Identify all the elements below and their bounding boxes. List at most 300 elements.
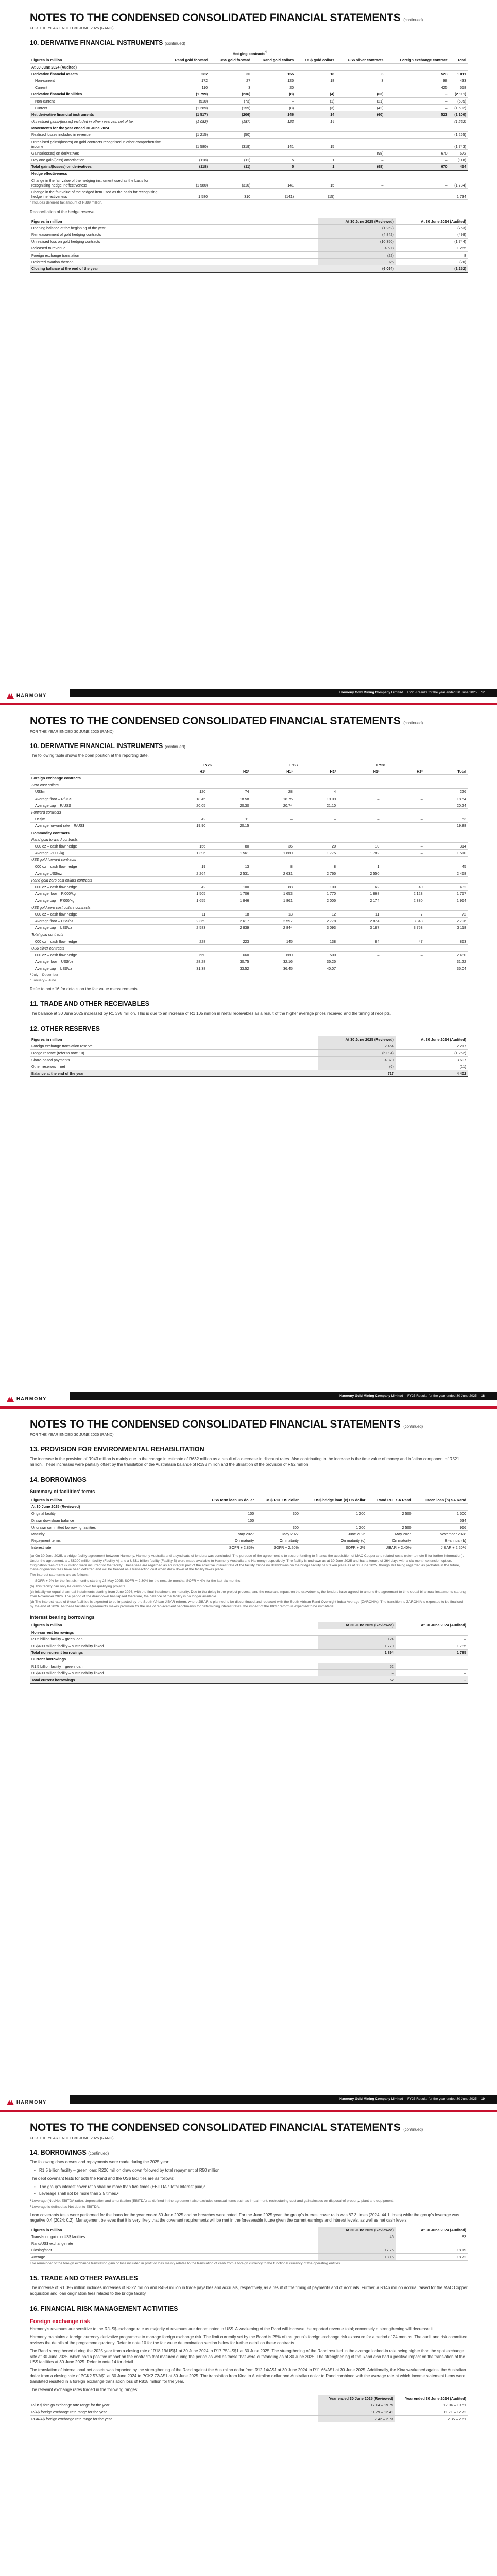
group-header-row <box>30 829 468 836</box>
row-value: – <box>251 816 294 822</box>
row-value: – <box>396 1636 468 1642</box>
row-value: 1 <box>337 863 381 870</box>
row-value: 2 217 <box>396 1043 468 1049</box>
harmony-logo: HARMONY <box>6 693 47 699</box>
row-value: 1 846 <box>207 897 250 904</box>
row-value: 670 <box>385 163 449 170</box>
row-value: 123 <box>252 118 295 125</box>
hedge-reserve-recon-table: Figures in million At 30 June 2025 (Reviewed) At 30 June 2024 (Audited) Opening balance at the beginning of the year (1 252) (753) Remeasurement of gold hedging contracts (4 842) (498) Unrealised loss on gold hedging contracts (10 350) (1 744) Released to revenue 4 508 1 265 Foreign exchange translation (22) 8 Deferred taxation thereon 926 (20) Closing balance at the end of the year (6 094) (1 252) <box>30 218 468 273</box>
row-value: (1 215) <box>164 131 209 138</box>
row-value: On maturity (c) <box>300 1537 367 1544</box>
table-row <box>30 2415 468 2422</box>
row-value: – <box>336 177 385 189</box>
row-value: 18.72 <box>396 2253 468 2260</box>
row-label: Rand gold forward contracts <box>30 836 164 843</box>
row-value: – <box>385 105 449 111</box>
row-value: – <box>367 1517 413 1523</box>
row-value <box>251 931 294 938</box>
row-value: (8) <box>252 105 295 111</box>
harmony-logo-icon <box>6 1396 14 1402</box>
row-value: 2 500 <box>367 1524 413 1531</box>
row-label: R/US$ foreign exchange rate range for the year <box>30 2402 318 2409</box>
row-label: Repayment terms <box>30 1537 200 1544</box>
row-value: – <box>385 118 449 125</box>
fx-ranges-table: Year ended 30 June 2025 (Reviewed) Year ended 30 June 2024 (Audited) R/US$ foreign exchange rate range for the year 17.14 – 19.75 17.04 – 19.51 R/A$ foreign exchange rate range for the year 11.29 – 12.41 11.71 – 12.72 PGK/A$ foreign exchange rate range for the year 2.42 – 2.73 2.35 – 2.61 <box>30 2395 468 2422</box>
row-value: 138 <box>294 938 337 944</box>
row-value: 19.88 <box>424 822 468 829</box>
row-value: 2 874 <box>337 918 381 924</box>
row-value: 35.25 <box>294 958 337 965</box>
row-label: Net derivative financial instruments <box>30 111 164 118</box>
row-value: 20 <box>252 84 295 91</box>
row-value: 2 174 <box>337 897 381 904</box>
row-value: 3 <box>209 84 252 91</box>
row-value: 20.24 <box>424 802 468 809</box>
row-value: (10 350) <box>318 238 396 245</box>
row-value <box>207 904 250 910</box>
row-value <box>337 931 381 938</box>
row-value: – <box>252 131 295 138</box>
row-value: 52 <box>318 1676 396 1683</box>
row-value <box>424 945 468 952</box>
row-value: 660 <box>207 952 250 958</box>
legend-2: ² January – June <box>30 978 56 982</box>
row-value: – <box>381 870 424 877</box>
row-label: Average floor – R'000/kg <box>30 890 164 897</box>
row-value: – <box>295 150 336 157</box>
row-value <box>164 809 207 816</box>
table-row <box>30 91 468 97</box>
row-value: 172 <box>164 77 209 84</box>
row-value <box>337 945 381 952</box>
row-value <box>396 2240 468 2247</box>
table-row <box>30 952 468 958</box>
row-value: 80 <box>207 843 250 850</box>
row-label: Average R'000/kg <box>30 850 164 856</box>
group-header-row <box>30 64 468 71</box>
group-header: Hedging contracts$^1$ <box>164 50 336 57</box>
row-value: 3 187 <box>337 924 381 931</box>
row-value: 5 <box>252 163 295 170</box>
row-label: Opening balance at the beginning of the year <box>30 225 318 231</box>
interest-bearing-borrowings-table: Figures in million At 30 June 2025 (Reviewed) At 30 June 2024 (Audited) Non-current borrowings R1.5 billion facility – green loan 124 – US$400 million facility – sustainability linked 1 770 1 785 Total non-current borrowings 1 894 1 785 Current borrowings R1.5 billion facility – green loan 52 – US$400 million facility – sustainability linked – – Total current borrowings 52 – <box>30 1622 468 1684</box>
table-row <box>30 1517 468 1523</box>
row-value: (4 842) <box>318 231 396 238</box>
row-value <box>251 809 294 816</box>
table-row <box>30 118 468 125</box>
row-label: Undrawn committed borrowing facilities <box>30 1524 200 1531</box>
row-value <box>424 931 468 938</box>
table-row <box>30 139 468 150</box>
section-14-title: 14. BORROWINGS <box>30 1476 87 1483</box>
row-label: US$m <box>30 816 164 822</box>
row-value: (1 265) <box>449 131 468 138</box>
row-value <box>381 836 424 843</box>
group-header-row <box>30 775 468 782</box>
row-value <box>207 856 250 863</box>
row-value: 1 <box>295 163 336 170</box>
table-row <box>30 238 468 245</box>
section-16-title: 16. FINANCIAL RISK MANAGEMENT ACTIVITIES <box>30 2305 178 2313</box>
page-footer: HARMONY Harmony Gold Mining Company Limited FY25 Results for the year ended 30 June 2025 19 <box>0 2095 497 2110</box>
row-label: Average forward rate – R/US$ <box>30 822 164 829</box>
row-value: (22) <box>318 251 396 258</box>
ref-note: Refer to note 16 for details on the fair value measurements. <box>30 986 139 991</box>
row-value: 17.04 – 19.51 <box>395 2402 468 2409</box>
page-2: NOTES TO THE CONDENSED CONSOLIDATED FINANCIAL STATEMENTS (continued) FOR THE YEAR ENDED 30 JUNE 2025 (RAND) 10. DERIVATIVE FINANCIAL INSTRUMENTS (continued) The following table shows the open position at the reporting date. FY26 FY27 FY28 H1¹ H2² H1¹ H2² H1¹ H2² Total Foreign exchange contracts Zero cost collars US$m 120 74 28 4 – – 226 Average floor – R/US$ 18.45 18.58 18.75 19.09 – – 18.54 Average cap – R/US$ 20.05 20.30 20.74 21.10 – – 20.24 Forward contracts US$m 42 11 – – – – 53 Average forward rate – R/US$ 19.90 20.15 – – – – 19.88 Commodity contracts Rand gold forward contracts 000 oz – cash flow hedge 156 80 36 20 10 – 314 Average R'000/kg 1 396 1 561 1 660 1 775 1 782 – 1 510 US$ gold forward contracts 000 oz – cash flow hedge 19 13 8 8 1 – 45 Average US$/oz 2 264 2 531 2 631 2 765 2 550 – 2 468 Rand gold zero cost collars contracts 000 oz – cash flow hedge 42 100 88 100 62 40 432 Average floor – R'000/kg 1 505 1 706 1 653 1 770 1 868 2 123 1 757 Average cap – R'000/kg 1 655 1 846 1 861 2 005 2 174 2 380 1 964 US$ gold zero cost collars contracts 000 oz – cash flow hedge 11 18 13 12 11 7 72 Average floor – US$/oz 2 369 2 617 2 597 2 778 2 874 3 348 2 796 Average cap – US$/oz 2 583 2 839 2 844 3 093 3 187 3 753 3 118 Total gold contracts 000 oz – cash flow hedge 228 223 145 138 84 47 863 US$ silver contracts 000 oz – cash flow hedge 660 660 660 500 – – 2 480 Average floor – US$/oz 28.28 30.75 32.16 35.25 – – 31.22 Average cap – US$/oz 31.38 33.52 36.45 40.07 – – 35.04 ¹ July – December ² January – June Refer to note 16 for details on the fair value measurements. 11. TRADE AND OTHER RECEIVABLES The balance at 30 June 2025 increased by R1 398 million. This is due to an increase of R1 105 million in metal receivables as a result of the higher average prices received and the timing of receipts. 12. OTHER RESERVES Figures in million At 30 June 2025 (Reviewed) At 30 June 2024 (Audited) Foreign exchange translation reserve 2 454 2 217 Hedge reserve (refer to note 10) (6 094) (1 252) Share-based payments 4 370 3 607 Other reserves – net (6) (11) Balance at the end of the year 717 4 402 HARMONY Harmony Gold Mining Company Limited FY25 Results for the year ended 30 June 2025 18 <box>0 703 497 1406</box>
row-value: – <box>381 788 424 795</box>
row-value: 13 <box>207 863 250 870</box>
row-value <box>251 904 294 910</box>
table-row <box>30 904 468 910</box>
row-label: US$400 million facility – sustainability linked <box>30 1670 318 1676</box>
row-label: Interest rate <box>30 1544 200 1551</box>
note-c: (c) Initially we equal bi-annual instalments starting from June 2026, with the final instalment on maturity. Due to the delay in the project process, and the resultant impact on the drawdowns, the lenders have agreed to amend the agreement to time equal bi-annual instalments starting from November 2026. The period of the draw down has lapsed therefore, the balance of the facility is no longer available. <box>30 1590 466 1599</box>
table-row <box>30 1049 468 1056</box>
row-value: 20.30 <box>207 802 250 809</box>
hedging-contracts-table: Hedging contracts$^1$ Figures in million Rand gold forward US$ gold forward Rand gold collars US$ gold collars US$ silver contracts Foreign exchange contract Total At 30 June 2024 (Audited) Derivative financial assets 282 30 155 18 3 523 1 011 Non-current 172 27 125 18 3 98 433 Current 110 3 20 – – 425 558 Derivative financial liabilities (1 799) (236) (8) (4) (63) – (2 111) Non-current (510) (73) – (1) (21) – (605) Current (1 289) (159) (8) (3) (42) – (1 502) Net derivative financial instruments (1 517) (206) 146 14 (60) 523 (1 100) Unrealised gains/(losses) included in other reserves, net of tax (1 082) (187) 123 14 – – (1 252) Movements for the year ended 30 June 2024 Realised losses included in revenue (1 215) (50) – – – – (1 265) Unrealised gains/(losses) on gold contracts recognised in other comprehensive income (1 580) (319) 141 15 – – (1 743) Gains/(losses) on derivatives – – – – (98) 670 572 Day one gain/(loss) amortisation (118) (11) 5 1 – – (118) Total gains/(losses) on derivatives (118) (11) 5 1 (98) 670 454 Hedge effectiveness Change in the fair value of the hedging instrument used as the basis for recognising hedge ineffectiveness (1 580) (310) 141 15 – – (1 734) Change in the fair value of the hedged item used as the basis for recognising hedge ineffectiveness 1 580 310 (141) (15) – – 1 734 <box>30 50 468 200</box>
table-row <box>30 782 468 788</box>
row-value: 31.38 <box>164 965 207 972</box>
group-header: Non-current borrowings <box>30 1629 468 1636</box>
row-value: (63) <box>336 91 385 97</box>
table-row <box>30 931 468 938</box>
row-value <box>381 945 424 952</box>
row-value: – <box>336 157 385 163</box>
row-value: 17.75 <box>318 2247 396 2253</box>
row-value: 13 <box>251 911 294 918</box>
table-row <box>30 897 468 904</box>
row-value: 120 <box>164 788 207 795</box>
row-value: (1 252) <box>318 225 396 231</box>
row-value <box>381 904 424 910</box>
row-value <box>381 782 424 788</box>
table-row <box>30 131 468 138</box>
row-label: US$m <box>30 788 164 795</box>
section-title: 10. DERIVATIVE FINANCIAL INSTRUMENTS (continued) <box>30 742 185 750</box>
row-value: 36 <box>251 843 294 850</box>
row-value: – <box>385 157 449 163</box>
row-value <box>294 904 337 910</box>
row-value: 5 <box>252 157 295 163</box>
row-label: US$ gold forward contracts <box>30 856 164 863</box>
row-value: (1 252) <box>449 118 468 125</box>
row-label: R1.5 billion facility – green loan <box>30 1636 318 1642</box>
row-value <box>251 782 294 788</box>
row-value: (236) <box>209 91 252 97</box>
row-value: 74 <box>207 788 250 795</box>
row-label: Original facility <box>30 1510 200 1517</box>
row-value <box>164 877 207 884</box>
note-b: (b) This facility can only be drawn down for qualifying projects. <box>30 1584 126 1588</box>
group-header: Hedge effectiveness <box>30 170 468 177</box>
other-reserves-table: Figures in million At 30 June 2025 (Reviewed) At 30 June 2024 (Audited) Foreign exchange translation reserve 2 454 2 217 Hedge reserve (refer to note 10) (6 094) (1 252) Share-based payments 4 370 3 607 Other reserves – net (6) (11) Balance at the end of the year 717 4 402 <box>30 1036 468 1077</box>
row-value: 2.35 – 2.61 <box>395 2415 468 2422</box>
row-value: – <box>381 843 424 850</box>
table-row <box>30 850 468 856</box>
row-value: (159) <box>209 105 252 111</box>
row-value: 88 <box>251 884 294 890</box>
row-value: 45 <box>424 863 468 870</box>
row-value: (1 502) <box>449 105 468 111</box>
row-value: 30.75 <box>207 958 250 965</box>
row-value <box>294 931 337 938</box>
row-value: 558 <box>449 84 468 91</box>
row-value: (21) <box>336 97 385 104</box>
row-value: (310) <box>209 177 252 189</box>
row-value: 11.29 – 12.41 <box>318 2409 395 2415</box>
row-value <box>381 877 424 884</box>
row-value: – <box>294 816 337 822</box>
row-value: 100 <box>207 884 250 890</box>
row-label: Current <box>30 84 164 91</box>
row-value: 966 <box>413 1524 468 1531</box>
row-value: 1 785 <box>396 1642 468 1649</box>
row-label: Closing/spot <box>30 2247 318 2253</box>
row-label: Total current borrowings <box>30 1676 318 1683</box>
row-value: 425 <box>385 84 449 91</box>
row-value: – <box>396 1670 468 1676</box>
row-value: 2 005 <box>294 897 337 904</box>
row-value: (605) <box>449 97 468 104</box>
row-value: – <box>337 802 381 809</box>
row-value: (187) <box>209 118 252 125</box>
table-row <box>30 1676 468 1683</box>
row-value <box>207 931 250 938</box>
page-subtitle: FOR THE YEAR ENDED 30 JUNE 2025 (RAND) <box>30 26 114 31</box>
row-value: June 2026 <box>300 1531 367 1537</box>
row-value: – <box>337 965 381 972</box>
row-value: 35.04 <box>424 965 468 972</box>
row-value: 27 <box>209 77 252 84</box>
row-value: 1 894 <box>318 1649 396 1656</box>
row-value: 18.58 <box>207 795 250 802</box>
row-value: – <box>336 139 385 150</box>
row-value: – <box>337 816 381 822</box>
row-value: (1 580) <box>164 139 209 150</box>
row-value: 2 500 <box>367 1510 413 1517</box>
table-row <box>30 884 468 890</box>
row-label: US$ gold zero cost collars contracts <box>30 904 164 910</box>
row-label: Average cap – R'000/kg <box>30 897 164 904</box>
row-value <box>251 856 294 863</box>
row-value: – <box>252 150 295 157</box>
row-value: 2 631 <box>251 870 294 877</box>
group-header: Commodity contracts <box>30 829 468 836</box>
row-label: Derivative financial liabilities <box>30 91 164 97</box>
row-value <box>337 809 381 816</box>
row-label: Change in the fair value of the hedged item used as the basis for recognising hedge ineffectiveness <box>30 189 164 200</box>
row-value <box>207 945 250 952</box>
table-row <box>30 111 468 118</box>
row-value: 282 <box>164 71 209 77</box>
row-value: 100 <box>294 884 337 890</box>
row-value <box>294 856 337 863</box>
row-value <box>381 931 424 938</box>
row-value: – <box>385 177 449 189</box>
row-value: 1 561 <box>207 850 250 856</box>
row-value: 146 <box>252 111 295 118</box>
row-value <box>164 904 207 910</box>
row-label: Total non-current borrowings <box>30 1649 318 1656</box>
row-value: (118) <box>164 157 209 163</box>
table-row <box>30 788 468 795</box>
row-label: US$ silver contracts <box>30 945 164 952</box>
row-value <box>164 782 207 788</box>
row-value: – <box>200 1524 255 1531</box>
row-value: 432 <box>424 884 468 890</box>
row-value: (42) <box>336 105 385 111</box>
table-row <box>30 2409 468 2415</box>
row-value: 18.54 <box>424 795 468 802</box>
table-row <box>30 1636 468 1642</box>
table-row <box>30 2253 468 2260</box>
row-value: 19 <box>164 863 207 870</box>
row-label: Average cap – US$/oz <box>30 924 164 931</box>
table-footnote: ¹ Includes deferred tax amount of R389 million. <box>30 201 102 205</box>
harmony-logo-icon <box>6 2099 14 2106</box>
table-row <box>30 911 468 918</box>
row-value: 1 655 <box>164 897 207 904</box>
row-value: JIBAR + 2.40% <box>367 1544 413 1551</box>
section-13-text: The increase in the provision of R943 million is mainly due to the change in estimate of R632 million as a result of a decrease in discount rates. Also contributing to the increase is the time value of money and inflation component of R521 million. These increases were partially offset by the translation of the Australasia balance of R198 million and the utilisation of the provision of R92 million. <box>30 1456 459 1467</box>
table-row <box>30 1510 468 1517</box>
row-value: (8) <box>252 91 295 97</box>
row-value: 310 <box>209 189 252 200</box>
row-value: 2 369 <box>164 918 207 924</box>
row-label: R1.5 billion facility – green loan <box>30 1663 318 1669</box>
row-label: R/A$ foreign exchange rate range for the year <box>30 2409 318 2415</box>
row-label: Gains/(losses) on derivatives <box>30 150 164 157</box>
row-value: 18 <box>295 71 336 77</box>
row-value: 20 <box>294 843 337 850</box>
section-11-title: 11. TRADE AND OTHER RECEIVABLES <box>30 1000 149 1008</box>
row-value: (2 111) <box>449 91 468 97</box>
row-value: JIBAR + 2.20% <box>413 1544 468 1551</box>
row-value <box>424 856 468 863</box>
page-3: NOTES TO THE CONDENSED CONSOLIDATED FINANCIAL STATEMENTS (continued) FOR THE YEAR ENDED 30 JUNE 2025 (RAND) 13. PROVISION FOR ENVIRONMENTAL REHABILITATION The increase in the provision of R943 million is mainly due to the change in estimate of R632 million as a result of a decrease in discount rates. Also contributing to the increase is the time value of money and inflation component of R521 million. These increases were partially offset by the translation of the Australasia balance of R198 million and the utilisation of the provision of R92 million. 14. BORROWINGS Summary of facilities' terms Figures in million US$ term loan US dollar US$ RCF US dollar US$ bridge loan (c) US dollar Rand RCF SA Rand Green loan (b) SA Rand At 30 June 2025 (Reviewed) Original facility 100 300 1 200 2 500 1 500 Drawn down/loan balance 100 – – – 534 Undrawn committed borrowing facilities – 300 1 200 2 500 966 Maturity May 2027 May 2027 June 2026 May 2027 November 2028 Repayment terms On maturity On maturity On maturity (c) On maturity Bi-annual (b) Interest rate SOFR + 2.85% SOFR + 2.20% SOFR + 2% JIBAR + 2.40% JIBAR + 2.20% (a) On 30 June 2025, a bridge facility agreement between Harmony, Harmony Australia and a syndicate of lenders was concluded. The purpose of the agreement is to secure funding to finance the acquisition of MAC Copper and related costs (refer to note 5 for further information). Under the agreement, a US$200 million facility (Facility A) and a US$1 billion facility (Facility B) were made available to Harmony Australia and Harmony respectively. The facility is undrawn as at 30 June 2025 and has a tenure of 364 days with a six-month extension option. Origination fees of R197 million were incurred for the facility. These fees are regarded as an integral part of the effective interest rate of the facility. Since no drawdowns on the bridge facility has taken place as at 30 June 2025, though still being regarded as probable in the future, these origination fees have been deferred and will be treated as a transaction cost when draw down of the facility takes place. The interest rate terms are as follows: SOFR + 2% for the first six months starting 26 May 2025; SOFR + 2.30% for the next six months; SOFR + 4% for the last six months. (b) This facility can only be drawn down for qualifying projects. (c) Initially we equal bi-annual instalments starting from June 2026, with the final instalment on maturity. Due to the delay in the project process, and the resultant impact on the drawdowns, the lenders have agreed to amend the agreement to time equal bi-annual instalments starting from November 2026. The period of the draw down has lapsed therefore, the balance of the facility is no longer available. (d) The interest rates of these facilities is expected to be impacted by the South African JIBAR reform, where JIBAR is planned to be discontinued and replaced with the South African Rand Overnight Index Average (ZARONIA). The transition to ZARONIA is expected to be finalised by the end of 2026. As these facilities' agreements makes provision for the use of replacement benchmarks for determining interest rates, the impact of the IBOR reform is expected to be immaterial. Interest bearing borrowings Figures in million At 30 June 2025 (Reviewed) At 30 June 2024 (Audited) Non-current borrowings R1.5 billion facility – green loan 124 – US$400 million facility – sustainability linked 1 770 1 785 Total non-current borrowings 1 894 1 785 Current borrowings R1.5 billion facility – green loan 52 – US$400 million facility – sustainability linked – – Total current borrowings 52 – HARMONY Harmony Gold Mining Company Limited FY25 Results for the year ended 30 June 2025 19 <box>0 1406 497 2110</box>
row-label: Average cap – US$/oz <box>30 965 164 972</box>
table-row <box>30 809 468 816</box>
row-value: 1 500 <box>413 1510 468 1517</box>
row-value <box>207 782 250 788</box>
row-value: 1 868 <box>337 890 381 897</box>
row-value: 572 <box>449 150 468 157</box>
group-header-row <box>30 170 468 177</box>
row-value: 20.74 <box>251 802 294 809</box>
row-value: 2 531 <box>207 870 250 877</box>
recon-title: Reconciliation of the hedge reserve <box>30 210 95 215</box>
row-value: 21.10 <box>294 802 337 809</box>
row-value: (319) <box>209 139 252 150</box>
row-value: (50) <box>209 131 252 138</box>
row-value: 523 <box>385 71 449 77</box>
row-value: – <box>381 850 424 856</box>
row-value: 1 200 <box>300 1510 367 1517</box>
table-row <box>30 958 468 965</box>
table-row <box>30 2240 468 2247</box>
row-label: Average floor – US$/oz <box>30 918 164 924</box>
group-header-row <box>30 125 468 131</box>
row-value: 523 <box>385 111 449 118</box>
table-row <box>30 1663 468 1669</box>
row-label: Average cap – R/US$ <box>30 802 164 809</box>
row-value: (11) <box>396 1063 468 1070</box>
row-value: 1 964 <box>424 897 468 904</box>
row-value: 1 782 <box>337 850 381 856</box>
row-value: 40 <box>381 884 424 890</box>
row-value: 1 660 <box>251 850 294 856</box>
table-row <box>30 97 468 104</box>
row-value: – <box>396 1663 468 1669</box>
covenants-list: • The group's interest cover ratio shall be more than five times (EBITDA / Total Interest paid)¹ • Leverage shall not be more than 2.5 times.² <box>34 2184 468 2196</box>
row-value: 141 <box>252 139 295 150</box>
row-value: – <box>209 150 252 157</box>
table-row <box>30 924 468 931</box>
row-value: (4) <box>295 91 336 97</box>
row-value <box>164 945 207 952</box>
row-value: (1 517) <box>164 111 209 118</box>
row-value <box>318 2240 396 2247</box>
row-value: (73) <box>209 97 252 104</box>
row-value: – <box>381 965 424 972</box>
row-value: 11 <box>207 816 250 822</box>
row-value: (15) <box>295 189 336 200</box>
row-label: Other reserves – net <box>30 1063 318 1070</box>
row-value: 1 011 <box>449 71 468 77</box>
row-value: – <box>336 84 385 91</box>
row-value: (1 289) <box>164 105 209 111</box>
row-value <box>251 836 294 843</box>
row-value: 3 118 <box>424 924 468 931</box>
table-row <box>30 84 468 91</box>
row-value <box>294 782 337 788</box>
row-value: 141 <box>252 177 295 189</box>
row-value: 3 753 <box>381 924 424 931</box>
row-label: Realised losses included in revenue <box>30 131 164 138</box>
group-header: Movements for the year ended 30 June 2024 <box>30 125 468 131</box>
table-row <box>30 1531 468 1537</box>
table-row <box>30 1649 468 1656</box>
row-value: – <box>337 795 381 802</box>
row-value: (20) <box>396 259 468 265</box>
ib-title: Interest bearing borrowings <box>30 1614 95 1620</box>
row-value: 1 734 <box>449 189 468 200</box>
row-value <box>381 809 424 816</box>
table-row <box>30 2247 468 2253</box>
row-value: 1 775 <box>294 850 337 856</box>
row-value: 1 510 <box>424 850 468 856</box>
row-label: Drawn down/loan balance <box>30 1517 200 1523</box>
row-value <box>337 836 381 843</box>
intro-text: The following table shows the open position at the reporting date. <box>30 753 149 758</box>
table-row <box>30 802 468 809</box>
row-value: 2 597 <box>251 918 294 924</box>
row-value: 18 <box>295 77 336 84</box>
table-row <box>30 795 468 802</box>
table-row <box>30 2233 468 2240</box>
group-header: At 30 June 2024 (Audited) <box>30 64 468 71</box>
row-value: – <box>255 1517 300 1523</box>
row-value: 226 <box>424 788 468 795</box>
row-value: (1 744) <box>396 238 468 245</box>
harmony-logo: HARMONY <box>6 2099 47 2106</box>
table-row <box>30 965 468 972</box>
row-value <box>424 836 468 843</box>
row-value: 670 <box>385 150 449 157</box>
table-row <box>30 157 468 163</box>
row-value: 2 480 <box>424 952 468 958</box>
